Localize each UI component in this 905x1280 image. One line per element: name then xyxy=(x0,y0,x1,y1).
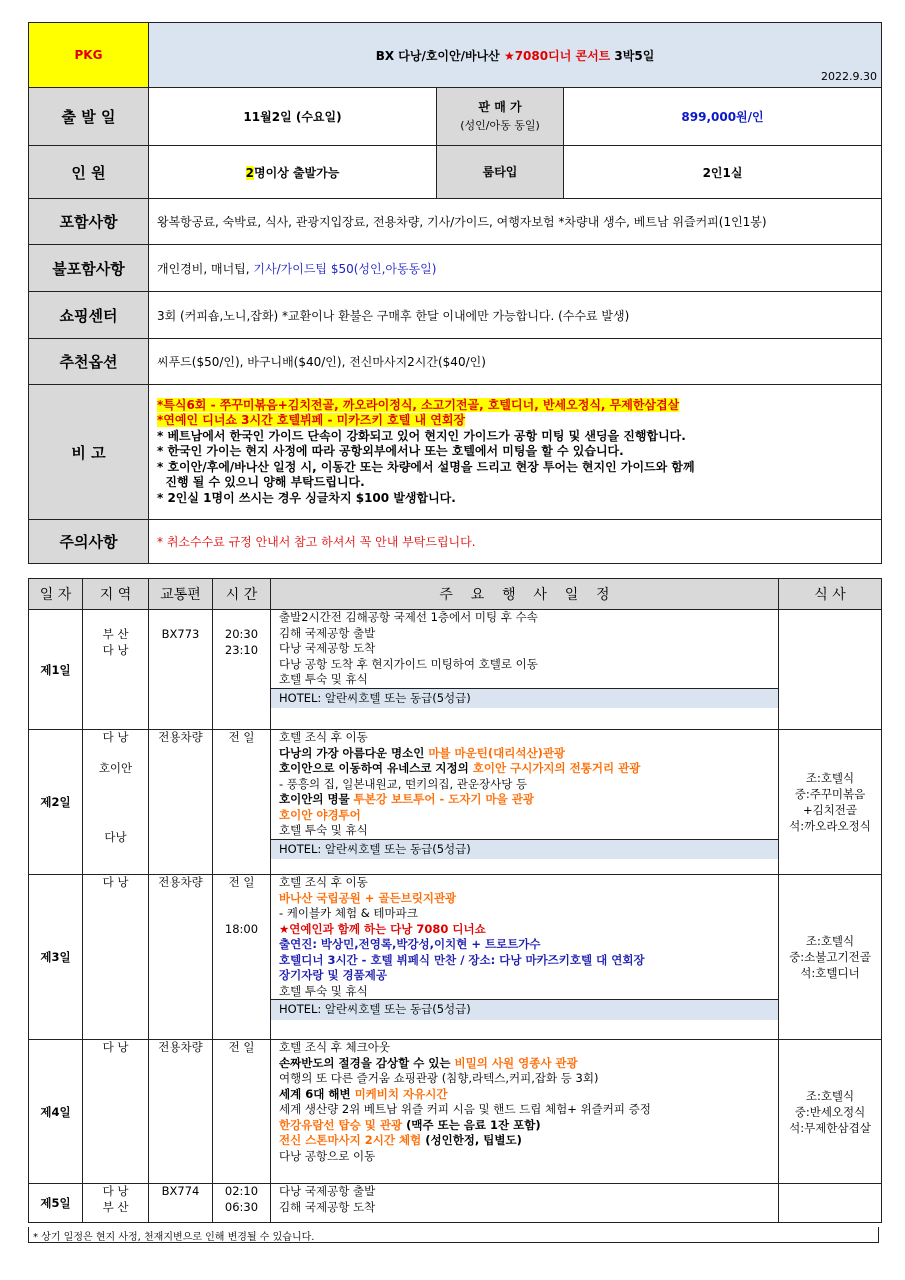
title-part2: 3박5일 xyxy=(610,48,655,63)
schedule-line: 세계 생산량 2위 베트남 위즐 커피 시음 및 핸드 드립 체험+ 위즐커피 증정 xyxy=(279,1102,651,1116)
schedule-line xyxy=(279,761,770,777)
time: 02:10 xyxy=(224,1184,259,1198)
remarks-line: * 한국인 가이는 현지 사정에 따라 공항외부에서나 또는 호텔에서 미팅을 할 수 있습니다. xyxy=(157,444,624,459)
schedule-text: 다낭의 가장 아름다운 명소인 xyxy=(279,745,429,760)
day5-meal xyxy=(779,1184,882,1223)
time: 20:30 xyxy=(224,627,259,641)
region: 다낭 xyxy=(104,830,127,844)
region: 부 산 xyxy=(102,627,129,641)
remarks-label: 비 고 xyxy=(29,385,149,520)
day3-label: 제3일 xyxy=(29,875,83,1040)
meal-line: 석:무제한삼겹살 xyxy=(789,1120,871,1135)
col-header-transport: 교통편 xyxy=(149,579,213,610)
day3-hotel: HOTEL: 알란씨호텔 또는 동급(5성급) xyxy=(271,999,778,1020)
shopping-label: 쇼핑센터 xyxy=(29,292,149,339)
schedule-line: - 케이블카 체험 & 테마파크 xyxy=(279,906,418,920)
schedule-line: ★연예인과 함께 하는 다낭 7080 디너쇼 xyxy=(279,921,486,936)
schedule-line: 다낭 국제공항 도착 xyxy=(279,641,376,655)
excluded-tip: 기사/가이드팁 $50(성인,아동동일) xyxy=(253,261,437,276)
remarks-value xyxy=(149,385,882,520)
day4-transport: 전용차량 xyxy=(149,1040,213,1184)
day2-row xyxy=(29,730,882,875)
schedule-highlight: 마블 마운틴(대리석산)관광 xyxy=(428,745,566,760)
people-min: 2 xyxy=(245,165,255,180)
day5-times xyxy=(213,1184,271,1223)
day4-row xyxy=(29,1040,882,1184)
schedule-line: 호텔 투숙 및 휴식 xyxy=(279,983,368,998)
remarks-highlight-2: *연예인 디너쇼 3시간 호텔뷔페 - 미카즈키 호텔 내 연회장 xyxy=(157,413,466,428)
day5-row xyxy=(29,1184,882,1223)
title-highlight: ★7080디너 콘서트 xyxy=(503,48,611,63)
schedule-line xyxy=(279,746,770,762)
region: 다 낭 xyxy=(102,730,129,744)
region: 호이안 xyxy=(98,760,133,775)
schedule-line: 다낭 공항 도착 후 현지가이드 미팅하여 호텔로 이동 xyxy=(279,656,538,671)
schedule-highlight: 한강유람선 탑승 및 관광 xyxy=(279,1117,403,1132)
schedule-highlight: 투본강 보트투어 - 도자기 마을 관광 xyxy=(353,792,534,806)
included-value: 왕복항공료, 숙박료, 식사, 관광지입장료, 전용차량, 기사/가이드, 여행자보험 *차량내 생수, 베트남 위즐커피(1인1봉) xyxy=(149,199,882,245)
excluded-value xyxy=(149,245,882,292)
day2-hotel: HOTEL: 알란씨호텔 또는 동급(5성급) xyxy=(271,839,778,860)
departure-value: 11월2일 (수요일) xyxy=(149,88,437,146)
remarks-line: 진행 될 수 있으니 양해 부탁드립니다. xyxy=(157,475,365,490)
title-part1: BX 다낭/호이안/바나산 xyxy=(375,48,504,63)
room-label: 룸타입 xyxy=(437,146,564,199)
price-sublabel: (성인/아동 동일) xyxy=(460,119,540,132)
schedule-highlight: 미케비치 자유시간 xyxy=(354,1086,448,1101)
meal-line: 중:주꾸미볶음 xyxy=(794,787,866,801)
schedule-line: 바나산 국립공원 + 골든브릿지관광 xyxy=(279,890,457,905)
region: 부 산 xyxy=(102,1199,129,1214)
day2-regions xyxy=(83,730,149,875)
schedule-text: (맥주 또는 음료 1잔 포함) xyxy=(402,1117,541,1132)
day2-label: 제2일 xyxy=(29,730,83,875)
pkg-label: PKG xyxy=(29,23,149,88)
schedule-text: 호이안으로 이동하여 유네스코 지정의 xyxy=(279,761,473,775)
footnote: * 상기 일정은 현지 사정, 천재지변으로 인해 변경될 수 있습니다. xyxy=(28,1227,879,1243)
schedule-line: 다낭 공항으로 이동 xyxy=(279,1148,376,1163)
caution-value: * 취소수수료 규정 안내서 참고 하셔서 꼭 안내 부탁드립니다. xyxy=(149,520,882,564)
day3-meal xyxy=(779,875,882,1040)
schedule-line: 다낭 국제공항 출발 xyxy=(279,1184,376,1198)
time: 23:10 xyxy=(224,642,259,657)
day4-schedule xyxy=(271,1040,779,1184)
meal-line: +김치전골 xyxy=(802,803,858,817)
day5-regions xyxy=(83,1184,149,1223)
day4-region: 다 낭 xyxy=(83,1040,149,1184)
schedule-text: 세계 6대 해변 xyxy=(279,1086,355,1101)
options-label: 추천옵션 xyxy=(29,339,149,385)
meal-line: 조:호텔식 xyxy=(805,771,855,785)
included-label: 포함사항 xyxy=(29,199,149,245)
options-value: 씨푸드($50/인), 바구니배($40/인), 전신마사지2시간($40/인) xyxy=(149,339,882,385)
schedule-line xyxy=(279,792,770,808)
schedule-line: 출발2시간전 김해공항 국제선 1층에서 미팅 후 수속 xyxy=(279,610,538,624)
schedule-line: 장기자랑 및 경품제공 xyxy=(279,968,387,982)
itinerary-table xyxy=(28,578,882,1223)
day5-schedule xyxy=(271,1184,779,1223)
schedule-highlight: 전신 스톤마사지 2시간 체험 xyxy=(279,1133,422,1147)
day1-label: 제1일 xyxy=(29,610,83,730)
region: 다 낭 xyxy=(102,1184,129,1198)
schedule-line xyxy=(279,1087,770,1103)
excluded-label: 불포함사항 xyxy=(29,245,149,292)
schedule-line: 김해 국제공항 출발 xyxy=(279,625,376,640)
excluded-plain: 개인경비, 매너팁, xyxy=(157,261,254,276)
summary-table xyxy=(28,22,882,564)
day1-regions xyxy=(83,610,149,730)
col-header-day: 일 자 xyxy=(29,579,83,610)
schedule-line: 출연진: 박상민,전영록,박강성,이치현 + 트로트가수 xyxy=(279,937,541,951)
meal-line: 중:소불고기전골 xyxy=(789,950,871,964)
day1-hotel: HOTEL: 알란씨호텔 또는 동급(5성급) xyxy=(271,688,778,709)
schedule-line xyxy=(279,1118,770,1134)
time: 전 일 xyxy=(228,875,255,889)
schedule-line xyxy=(279,1133,770,1149)
day1-times xyxy=(213,610,271,730)
people-value xyxy=(149,146,437,199)
schedule-highlight: 비밀의 사원 영종사 관광 xyxy=(454,1055,578,1070)
day2-schedule xyxy=(271,730,779,875)
day1-meal xyxy=(779,610,882,730)
price-label: 판 매 가 xyxy=(478,100,522,114)
schedule-text: (성인한정, 팁별도) xyxy=(421,1133,522,1147)
day3-transport: 전용차량 xyxy=(149,875,213,1040)
meal-line: 조:호텔식 xyxy=(805,1088,855,1103)
day5-transport: BX774 xyxy=(149,1184,213,1223)
schedule-text: 호이안의 명물 xyxy=(279,792,354,806)
meal-line: 석:까오라오정식 xyxy=(789,819,871,833)
remarks-line: * 2인실 1명이 쓰시는 경우 싱글차지 $100 발생합니다. xyxy=(157,490,456,505)
day2-meal xyxy=(779,730,882,875)
doc-date: 2022.9.30 xyxy=(821,70,878,83)
schedule-line: 호이안 야경투어 xyxy=(279,807,361,822)
people-rest: 명이상 출발가능 xyxy=(254,165,340,180)
schedule-text: 손짜반도의 절경을 감상할 수 있는 xyxy=(279,1055,455,1070)
schedule-line: 김해 국제공항 도착 xyxy=(279,1199,376,1214)
price-label-cell xyxy=(437,88,564,146)
schedule-line: 호텔 조식 후 이동 xyxy=(279,875,368,889)
day3-schedule xyxy=(271,875,779,1040)
day4-label: 제4일 xyxy=(29,1040,83,1184)
day3-region: 다 낭 xyxy=(83,875,149,1040)
col-header-schedule: 주 요 행 사 일 정 xyxy=(271,579,779,610)
remarks-line: * 베트남에서 한국인 가이드 단속이 강화되고 있어 현지인 가이드가 공항 미팅 및 샌딩을 진행합니다. xyxy=(157,428,686,443)
schedule-line: - 풍흥의 집, 일본내원교, 떤키의집, 관운장사당 등 xyxy=(279,776,528,791)
day2-transport: 전용차량 xyxy=(149,730,213,875)
col-header-time: 시 간 xyxy=(213,579,271,610)
meal-line: 중:반세오정식 xyxy=(794,1104,866,1119)
schedule-line: 호텔 투숙 및 휴식 xyxy=(279,823,368,837)
schedule-line: 호텔 조식 후 체크아웃 xyxy=(279,1040,390,1054)
departure-label: 출 발 일 xyxy=(29,88,149,146)
schedule-line: 여행의 또 다른 즐거움 쇼핑관광 (침향,라텍스,커피,잡화 등 3회) xyxy=(279,1071,599,1085)
day2-time: 전 일 xyxy=(213,730,271,875)
day1-schedule xyxy=(271,610,779,730)
caution-label: 주의사항 xyxy=(29,520,149,564)
remarks-line: * 호이안/후에/바나산 일정 시, 이동간 또는 차량에서 설명을 드리고 현장 투어는 현지인 가이드와 함께 xyxy=(157,459,695,474)
schedule-line: 호텔 조식 후 이동 xyxy=(279,730,368,744)
package-title xyxy=(149,23,882,88)
day1-transport: BX773 xyxy=(149,610,213,730)
price-value: 899,000원/인 xyxy=(564,88,882,146)
schedule-line: 호텔디너 3시간 - 호텔 뷔페식 만찬 / 장소: 다낭 마카즈키호텔 대 연회장 xyxy=(279,952,645,967)
day4-time: 전 일 xyxy=(213,1040,271,1184)
day5-label: 제5일 xyxy=(29,1184,83,1223)
time: 06:30 xyxy=(224,1199,259,1214)
day4-meal xyxy=(779,1040,882,1184)
time: 18:00 xyxy=(224,921,259,936)
schedule-line xyxy=(279,1056,770,1072)
schedule-highlight: 호이안 구시가지의 전통거리 관광 xyxy=(472,761,641,775)
room-value: 2인1실 xyxy=(564,146,882,199)
region: 다 낭 xyxy=(102,642,129,657)
col-header-meal: 식 사 xyxy=(779,579,882,610)
day3-times xyxy=(213,875,271,1040)
day1-row xyxy=(29,610,882,730)
day3-row xyxy=(29,875,882,1040)
meal-line: 석:호텔디너 xyxy=(800,966,860,980)
col-header-region: 지 역 xyxy=(83,579,149,610)
shopping-value: 3회 (커피숍,노니,잡화) *교환이나 환불은 구매후 한달 이내에만 가능합니다. (수수료 발생) xyxy=(149,292,882,339)
schedule-line: 호텔 투숙 및 휴식 xyxy=(279,672,368,686)
remarks-highlight-1: *특식6회 - 쭈꾸미볶음+김치전골, 까오라이정식, 소고기전골, 호텔디너, 반세오정식, 무제한삼겹살 xyxy=(157,397,680,412)
people-label: 인 원 xyxy=(29,146,149,199)
meal-line: 조:호텔식 xyxy=(805,934,855,948)
